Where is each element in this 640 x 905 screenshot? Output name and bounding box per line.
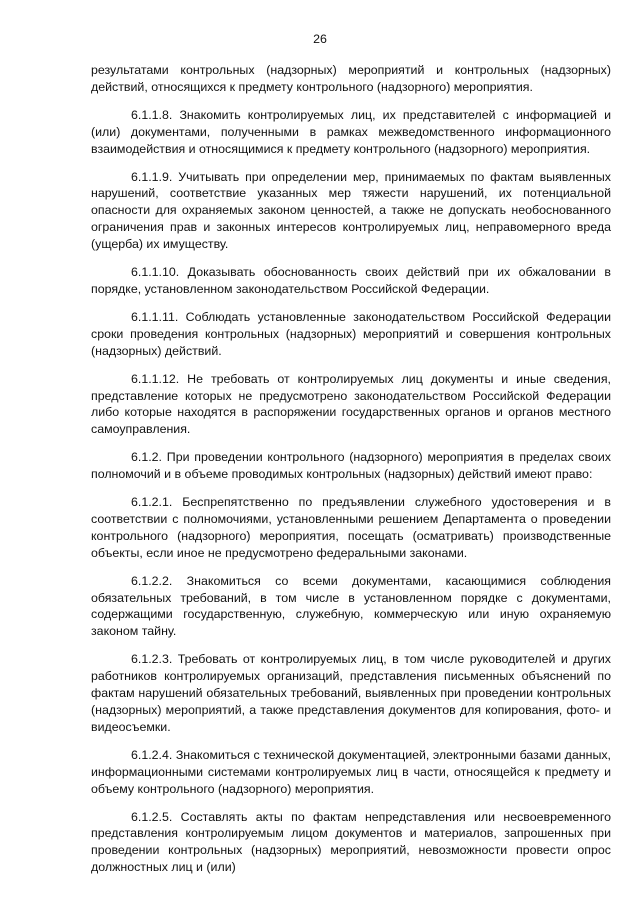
paragraph: 6.1.2.4. Знакомиться с технической документацией, электронными базами данных, информационными системами контролируемых лиц в части, относящейся к предмету и объему контрольного (надзорного) мероприятия. — [91, 747, 611, 796]
paragraph: 6.1.1.9. Учитывать при определении мер, принимаемых по фактам выявленных нарушений, соответствие указанных мер тяжести нарушений, их потенциальной опасности для охраняемых законом ценностей, а также не допускать необоснованного ограничения прав и законных интересов контролируемых лиц, неправомерного вреда (ущерба) их имуществу. — [91, 169, 611, 252]
paragraph: 6.1.1.10. Доказывать обоснованность своих действий при их обжаловании в порядке, установленном законодательством Российской Федерации. — [91, 265, 611, 296]
paragraph: 6.1.1.11. Соблюдать установленные законодательством Российской Федерации сроки проведения контрольных (надзорных) мероприятий и совершения контрольных (надзорных) действий. — [91, 309, 611, 358]
paragraph: результатами контрольных (надзорных) мероприятий и контрольных (надзорных) действий, относящихся к предмету контрольного (надзорного) мероприятия. — [91, 63, 611, 94]
paragraph: 6.1.1.12. Не требовать от контролируемых лиц документы и иные сведения, представление которых не предусмотрено законодательством Российской Федерации либо которые находятся в распоряжении государственных органов и органов местного самоуправления. — [91, 371, 611, 437]
paragraph: 6.1.1.8. Знакомить контролируемых лиц, их представителей с информацией и (или) документами, полученными в рамках межведомственного информационного взаимодействия и относящимися к предмету контрольного (надзорного) мероприятия. — [91, 107, 611, 156]
paragraph: 6.1.2.5. Составлять акты по фактам непредставления или несвоевременного представления контролируемым лицом документов и материалов, запрошенных при проведении контрольных (надзорных) мероприятий, невозможности провести опрос должностных лиц и (или) — [91, 809, 611, 875]
paragraph: 6.1.2.2. Знакомиться со всеми документами, касающимися соблюдения обязательных требований, в том числе в установленном порядке с документами, содержащими государственную, служебную, коммерческую или иную охраняемую законом тайну. — [91, 573, 611, 639]
paragraph: 6.1.2.3. Требовать от контролируемых лиц, в том числе руководителей и других работников контролируемых организаций, представления письменных объяснений по фактам нарушений обязательных требований, выявленных при проведении контрольных (надзорных) мероприятий, а также представления документов для копирования, фото- и видеосъемки. — [91, 652, 611, 734]
paragraph: 6.1.2.1. Беспрепятственно по предъявлении служебного удостоверения и в соответствии с полномочиями, установленными решением Департамента о проведении контрольного (надзорного) мероприятия, посещать (осматривать) производственные объекты, если иное не предусмотрено федеральными законами. — [91, 495, 611, 560]
page-number: 26 — [313, 32, 327, 46]
document-body — [91, 62, 611, 887]
paragraph: 6.1.2. При проведении контрольного (надзорного) мероприятия в пределах своих полномочий и в объеме проводимых контрольных (надзорных) действий имеют право: — [91, 450, 611, 482]
